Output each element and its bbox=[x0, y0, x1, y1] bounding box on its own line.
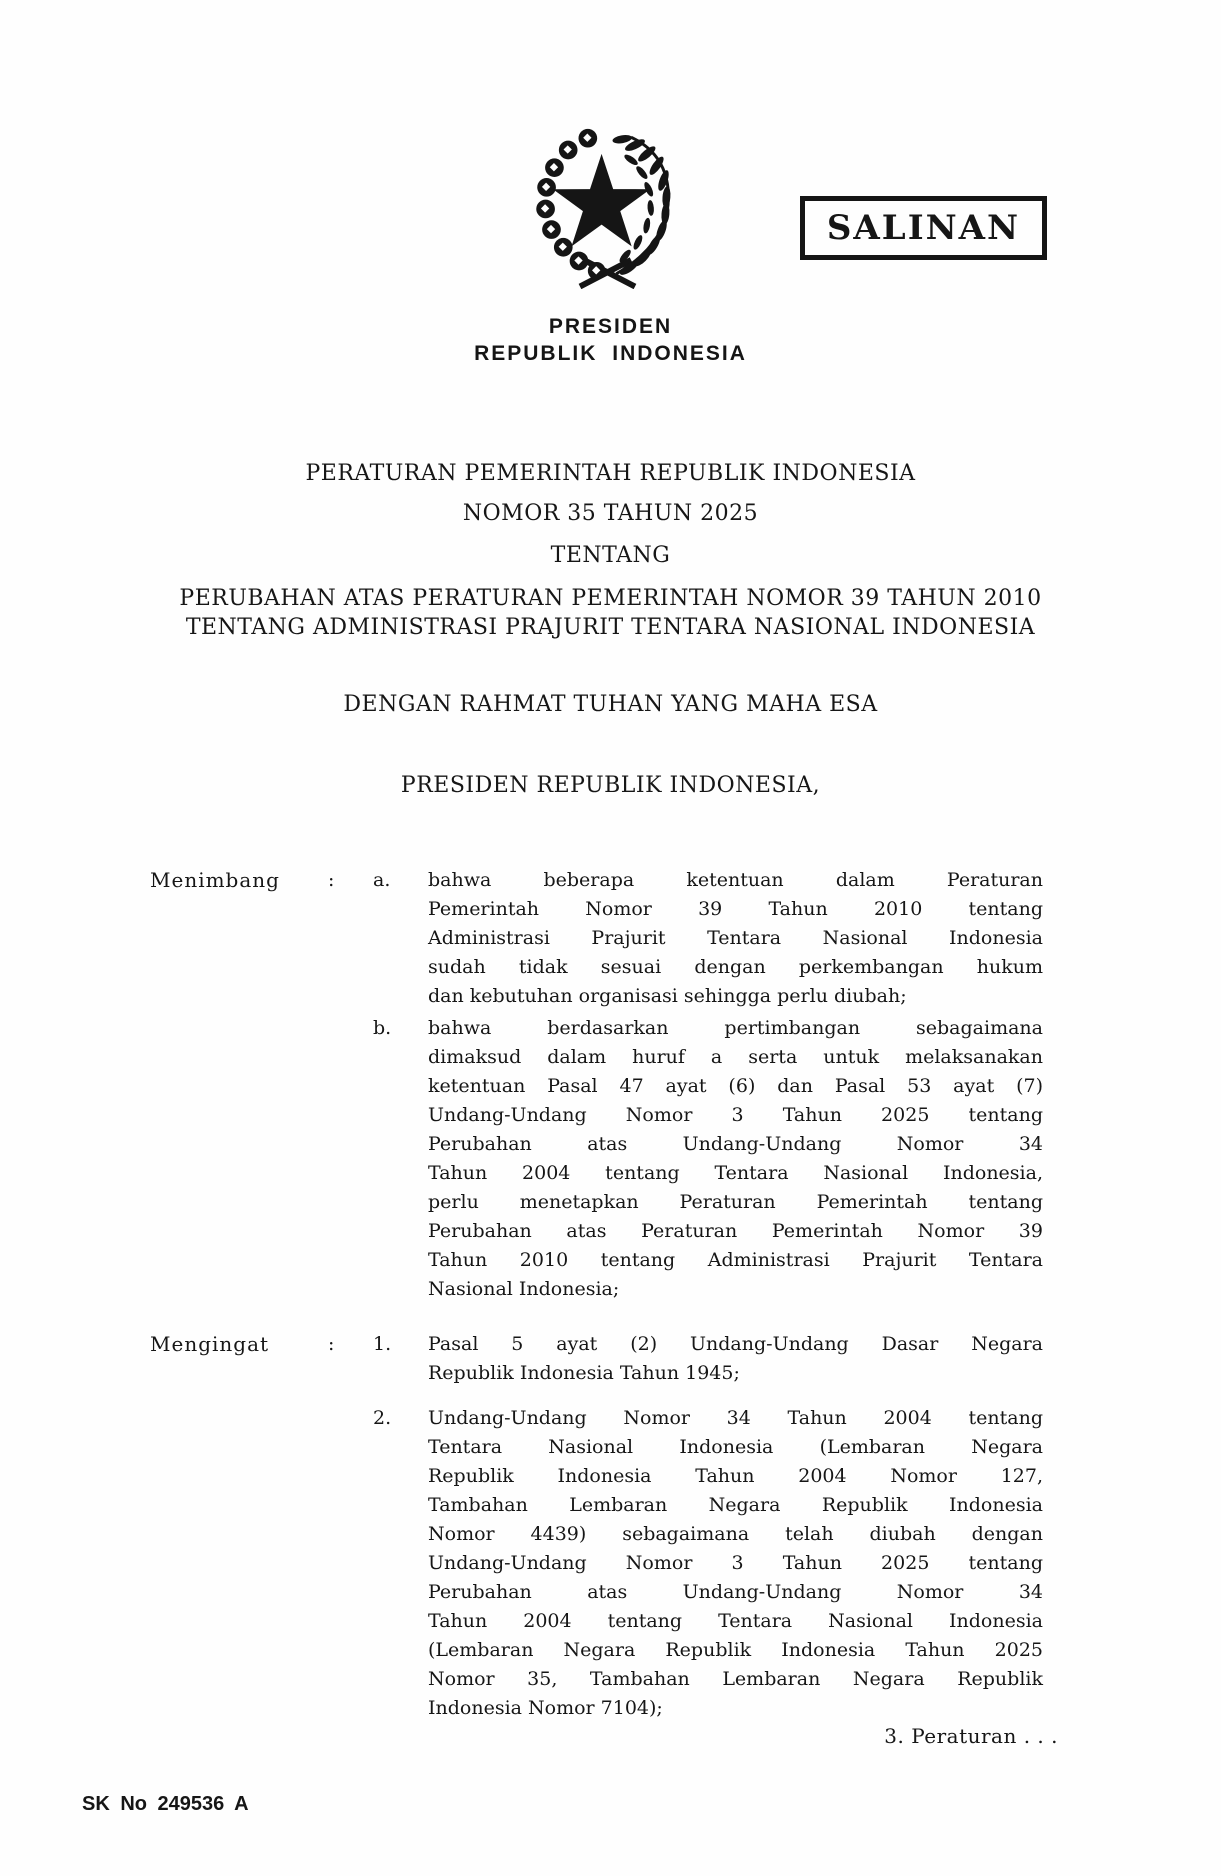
regulation-subject bbox=[0, 584, 1221, 642]
text-line: Nomor 4439) sebagaimana telah diubah dengan bbox=[428, 1523, 1043, 1545]
text-line: Undang-Undang Nomor 34 Tahun 2004 tentang bbox=[428, 1407, 1043, 1429]
salinan-stamp bbox=[800, 196, 1047, 260]
text-line: ketentuan Pasal 47 ayat (6) dan Pasal 53 ayat (7) bbox=[428, 1075, 1043, 1097]
text-line: bahwa berdasarkan pertimbangan sebagaimana bbox=[428, 1017, 1043, 1039]
text-line: Administrasi Prajurit Tentara Nasional Indonesia bbox=[428, 927, 1043, 949]
mengingat-item-2 bbox=[150, 1404, 1050, 1723]
preamble-considerations bbox=[150, 866, 1050, 1723]
text-line: Nasional Indonesia; bbox=[428, 1278, 620, 1300]
text-line: sudah tidak sesuai dengan perkembangan hukum bbox=[428, 956, 1043, 978]
letterhead-presiden: PRESIDEN bbox=[548, 315, 673, 338]
text-line: Pasal 5 ayat (2) Undang-Undang Dasar Negara bbox=[428, 1333, 1043, 1355]
text-line: Tentara Nasional Indonesia (Lembaran Negara bbox=[428, 1436, 1043, 1458]
text-line: Indonesia Nomor 7104); bbox=[428, 1697, 663, 1719]
text-line: Nomor 35, Tambahan Lembaran Negara Republik bbox=[428, 1668, 1043, 1690]
text-line: bahwa beberapa ketentuan dalam Peraturan bbox=[428, 869, 1043, 891]
item-marker-1: 1. bbox=[373, 1333, 392, 1355]
enacting-authority: PRESIDEN REPUBLIK INDONESIA, bbox=[400, 773, 821, 798]
invocation-line: DENGAN RAHMAT TUHAN YANG MAHA ESA bbox=[343, 692, 878, 717]
text-line: dan kebutuhan organisasi sehingga perlu diubah; bbox=[428, 985, 907, 1007]
text-line: Perubahan atas Peraturan Pemerintah Nomor 39 bbox=[428, 1220, 1043, 1242]
regulation-subject-line: PERUBAHAN ATAS PERATURAN PEMERINTAH NOMOR 39 TAHUN 2010 bbox=[179, 586, 1042, 611]
letterhead bbox=[0, 315, 1221, 366]
regulation-title: PERATURAN PEMERINTAH REPUBLIK INDONESIA bbox=[305, 461, 916, 486]
mengingat-item-2-text bbox=[428, 1404, 1043, 1723]
text-line: perlu menetapkan Peraturan Pemerintah tentang bbox=[428, 1191, 1043, 1213]
mengingat-item-1 bbox=[150, 1330, 1050, 1388]
item-marker-b: b. bbox=[373, 1017, 392, 1039]
menimbang-item-a bbox=[150, 866, 1050, 1011]
mengingat-label: Mengingat bbox=[150, 1332, 270, 1356]
salinan-stamp-label: SALINAN bbox=[826, 208, 1021, 248]
text-line: dimaksud dalam huruf a serta untuk melaksanakan bbox=[428, 1046, 1043, 1068]
text-line: Undang-Undang Nomor 3 Tahun 2025 tentang bbox=[428, 1552, 1043, 1574]
menimbang-label: Menimbang bbox=[150, 868, 280, 892]
mengingat-colon: : bbox=[328, 1333, 335, 1355]
menimbang-item-a-text bbox=[428, 866, 1043, 1011]
regulation-subject-line: TENTANG ADMINISTRASI PRAJURIT TENTARA NASIONAL INDONESIA bbox=[185, 615, 1036, 640]
menimbang-colon: : bbox=[328, 869, 335, 891]
menimbang-item-b bbox=[150, 1014, 1050, 1304]
menimbang-item-b-text bbox=[428, 1014, 1043, 1304]
text-line: Tahun 2004 tentang Tentara Nasional Indonesia bbox=[428, 1610, 1043, 1632]
star-wreath-emblem-icon bbox=[523, 123, 690, 289]
regulation-title-block bbox=[0, 461, 1221, 642]
tentang-heading: TENTANG bbox=[550, 543, 671, 568]
text-line: Republik Indonesia Tahun 1945; bbox=[428, 1362, 740, 1384]
text-line: Pemerintah Nomor 39 Tahun 2010 tentang bbox=[428, 898, 1043, 920]
text-line: Tahun 2010 tentang Administrasi Prajurit Tentara bbox=[428, 1249, 1043, 1271]
text-line: Tahun 2004 tentang Tentara Nasional Indonesia, bbox=[428, 1162, 1043, 1184]
text-line: Republik Indonesia Tahun 2004 Nomor 127, bbox=[428, 1465, 1043, 1487]
item-marker-2: 2. bbox=[373, 1407, 392, 1429]
text-line: (Lembaran Negara Republik Indonesia Tahun 2025 bbox=[428, 1639, 1043, 1661]
mengingat-item-1-text bbox=[428, 1330, 1043, 1388]
text-line: Tambahan Lembaran Negara Republik Indonesia bbox=[428, 1494, 1043, 1516]
text-line: Perubahan atas Undang-Undang Nomor 34 bbox=[428, 1133, 1043, 1155]
text-line: Undang-Undang Nomor 3 Tahun 2025 tentang bbox=[428, 1104, 1043, 1126]
regulation-number: NOMOR 35 TAHUN 2025 bbox=[462, 501, 759, 526]
catchword: 3. Peraturan . . . bbox=[884, 1724, 1058, 1748]
sk-number: SK No 249536 A bbox=[82, 1793, 249, 1815]
letterhead-republik-indonesia: REPUBLIK INDONESIA bbox=[474, 342, 747, 365]
text-line: Perubahan atas Undang-Undang Nomor 34 bbox=[428, 1581, 1043, 1603]
item-marker-a: a. bbox=[373, 869, 391, 891]
